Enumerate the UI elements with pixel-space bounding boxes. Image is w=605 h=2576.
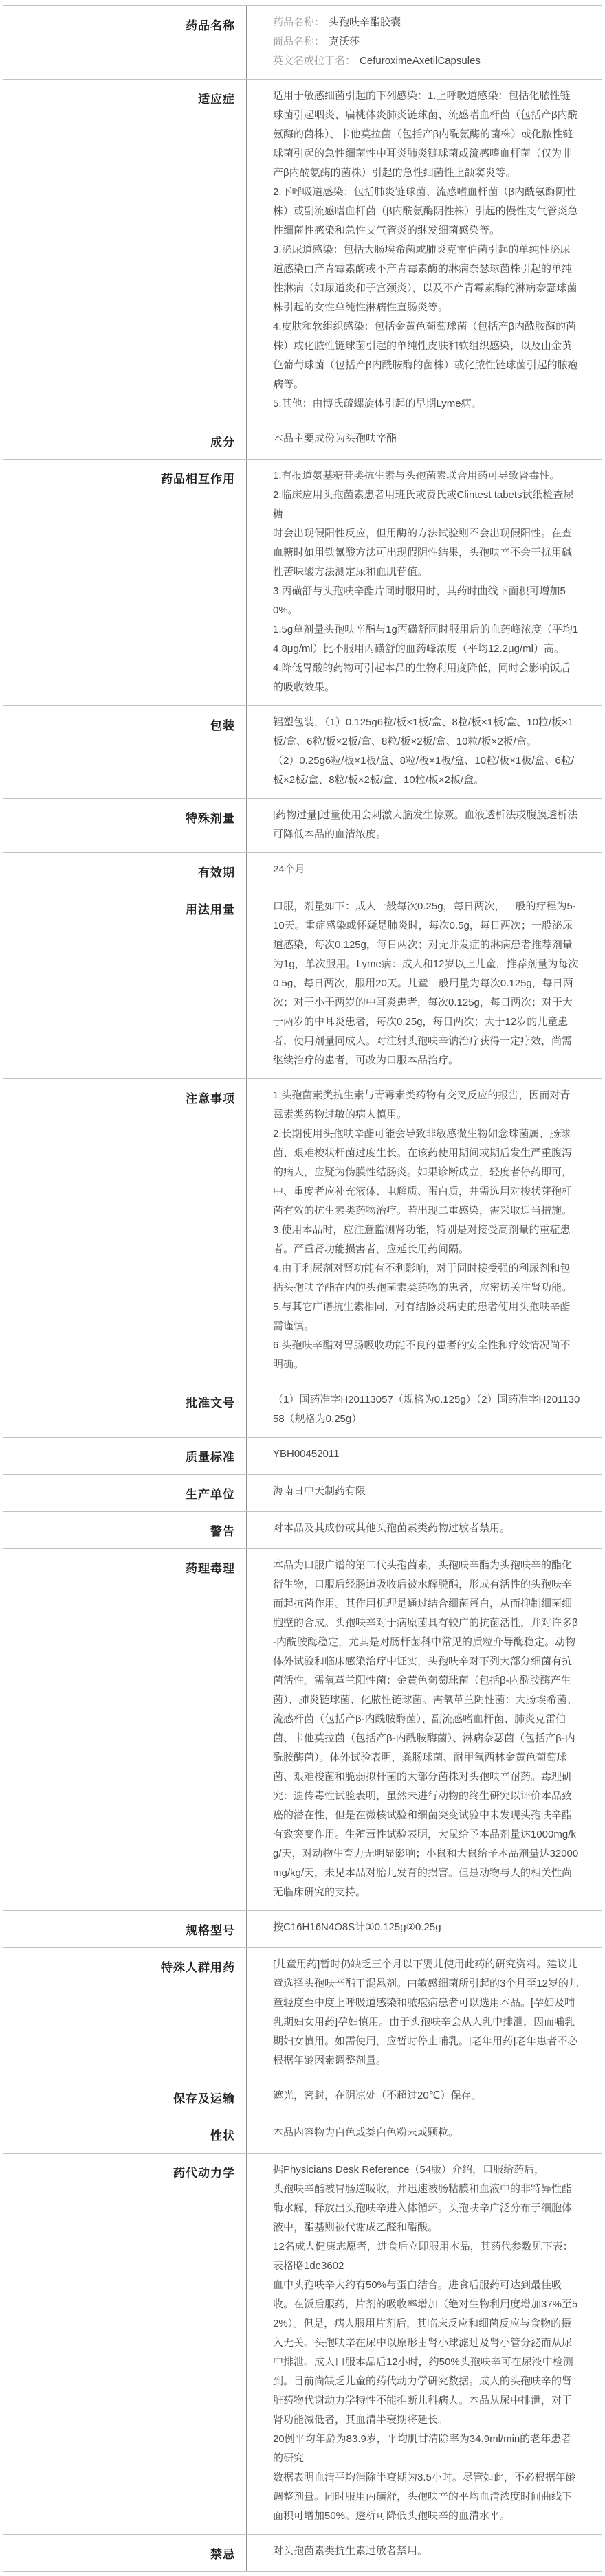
row-label: 生产单位 [186, 1488, 235, 1501]
row-paragraph: 2.临床应用头孢菌素患者用班氏或费氏或Clintest tabets试纸检查尿糖 [273, 489, 574, 520]
row-paragraph: 2.长期使用头孢呋辛酯可能会导致非敏感微生物如念珠菌属、肠球菌、艰难梭状杆菌过度生长。在该药使用期间或期后发生严重腹泻的病人，应疑为伪膜性结肠炎。如果诊断成立，轻度者停药即可，中、重度者应补充液体、电解质、蛋白质，并需选用对梭状芽孢杆菌有效的抗生素类药物治疗。若出现二重感染，需采取适当措施。 [273, 1128, 573, 1217]
row-paragraph: [药物过量]过量使用会刺激大脑发生惊厥。血液透析法或腹膜透析法可降低本品的血清浓度。 [273, 809, 578, 840]
row-paragraph: 本品主要成份为头孢呋辛酯 [273, 433, 397, 444]
row-label: 注意事项 [186, 1092, 235, 1105]
table-row [3, 2079, 602, 2116]
row-paragraph: 3.泌尿道感染：包括大肠埃希菌或肺炎克雷伯菌引起的单纯性泌尿道感染由产青霉素酶或不产青霉素酶的淋病奈瑟球菌株引起的单纯性淋病（如尿道炎和子宫颈炎），以及不产青霉素酶的淋病奈瑟球菌株引起的女性单纯性淋病性直肠炎等。 [273, 244, 578, 313]
row-content [246, 799, 602, 852]
table-row [3, 2153, 602, 2534]
table-row [3, 890, 602, 1078]
field-label: 英文名或拉丁名： [273, 55, 356, 67]
row-paragraph: 本品内容物为白色或类白色粉末或颗粒。 [273, 2127, 459, 2138]
row-paragraph: 4.由于利尿剂对肾功能有不利影响，对于同时接受强的利尿剂和包括头孢呋辛酯在内的头孢菌素类药物的患者，应密切关注肾功能。 [273, 1263, 573, 1293]
row-paragraph: 铝塑包装，（1）0.125g6粒/板×1板/盒、8粒/板×1板/盒、10粒/板×1板/盒、6粒/板×2板/盒、8粒/板×2板/盒、10粒/板×2板/盒。 [273, 716, 574, 747]
row-content [246, 1512, 602, 1548]
row-paragraph: （1）国药准字H20113057（规格为0.125g）（2）国药准字H20113058（规格为0.25g） [273, 1394, 580, 1425]
row-content [246, 890, 602, 1078]
row-label: 规格型号 [186, 1924, 235, 1937]
row-paragraph: 1.头孢菌素类抗生素与青霉素类药物有交叉反应的报告，因而对青霉素类药物过敏的病人慎用。 [273, 1089, 571, 1120]
row-label: 特殊剂量 [186, 812, 235, 825]
row-paragraph: 5.其他：由博氏疏螺旋体引起的早期Lyme病。 [273, 398, 482, 409]
row-label: 药理毒理 [186, 1562, 235, 1575]
table-row [3, 6, 602, 79]
row-paragraph: 5.与其它广谱抗生素相同，对有结肠炎病史的患者使用头孢呋辛酯需谨慎。 [273, 1301, 571, 1332]
row-label: 性状 [210, 2129, 235, 2143]
table-row [3, 1078, 602, 1383]
row-content [246, 853, 602, 890]
row-label: 批准文号 [186, 1397, 235, 1410]
table-row [3, 1910, 602, 1947]
row-paragraph: 24个月 [273, 863, 305, 875]
table-row [3, 1511, 602, 1548]
table-row [3, 798, 602, 852]
row-paragraph: 时会出现假阳性反应，但用酶的方法试验则不会出现假阳性。在查血糖时如用铁氰酸方法可出现假阴性结果，头孢呋辛不会干扰用碱性苦味酸方法测定尿和血肌苷值。 [273, 528, 573, 578]
table-row [3, 1548, 602, 1910]
row-content [246, 706, 602, 798]
row-content [246, 1383, 602, 1437]
row-content [246, 2079, 602, 2116]
table-row [3, 2116, 602, 2153]
field-label: 药品名称： [273, 16, 325, 28]
row-paragraph: 3.丙磺舒与头孢呋辛酯片同时服用时，其药时曲线下面积可增加50%。 [273, 585, 566, 616]
row-paragraph: 据Physicians Desk Reference（54版）介绍，口服给药后， [273, 2164, 545, 2176]
table-row [3, 422, 602, 459]
row-paragraph: 3.使用本品时，应注意监测肾功能，特别是对接受高剂量的重症患者。严重肾功能损害者，应延长用药间隔。 [273, 1224, 571, 1255]
row-paragraph: 海南日中天制药有限 [273, 1485, 366, 1497]
row-label: 成分 [210, 436, 235, 449]
row-paragraph: 对本品及其成份或其他头孢菌素类药物过敏者禁用。 [273, 1522, 511, 1534]
row-label: 用法用量 [186, 903, 235, 916]
field-value: CefuroximeAxetilCapsules [360, 55, 481, 67]
row-label: 包装 [210, 719, 235, 732]
field-label: 商品名称： [273, 36, 325, 47]
row-content [246, 6, 602, 79]
table-row [3, 2534, 602, 2571]
row-paragraph: 遮光，密封，在阴凉处（不超过20℃）保存。 [273, 2090, 482, 2101]
row-label: 警告 [210, 1525, 235, 1538]
row-paragraph: 1.5g单剂量头孢呋辛酯与1g丙磺舒同时服用后的血药峰浓度（平均14.8μg/ml）比不服用丙磺舒的血药峰浓度（平均12.2μg/ml）高。 [273, 624, 579, 655]
table-row [3, 705, 602, 798]
row-content [246, 422, 602, 459]
row-label: 保存及运输 [173, 2092, 235, 2105]
table-row [3, 1947, 602, 2079]
field-value: 头孢呋辛酯胶囊 [329, 16, 402, 28]
row-content [246, 2116, 602, 2153]
row-label: 特殊人群用药 [161, 1961, 235, 1974]
row-paragraph: 2.下呼吸道感染：包括肺炎链球菌、流感嗜血杆菌（β内酰氨酶阴性株）或副流感嗜血杆菌（β内酰氨酶阴性株）引起的慢性支气管炎急性细菌性感染和急性支气管炎的继发细菌感染等。 [273, 186, 578, 236]
table-row [3, 79, 602, 422]
row-label: 质量标准 [186, 1451, 235, 1464]
row-label: 药代动力学 [173, 2167, 235, 2180]
row-paragraph: 口服，剂量如下：成人一般每次0.25g，每日两次，一般的疗程为5-10天。重症感染或怀疑是肺炎时，每次0.5g，每日两次；一般泌尿道感染，每次0.125g，每日两次；对无并发症的淋病患者推荐剂量为1g，单次服用。Lyme病：成人和12岁以上儿童，推荐剂量为每次0.5g，每日两次，服用20天。儿童一般用量为每次0.125g，每日两次；对于小于两岁的中耳炎患者，每次0.125g，每日两次；对于大于两岁的中耳炎患者，每次0.25g，每日两次；大于12岁的儿童患者，使用剂量同成人。对注射头孢呋辛钠治疗获得一定疗效，尚需继续治疗的患者，可改为口服本品治疗。 [273, 901, 579, 1066]
row-paragraph: 头孢呋辛酯被胃肠道吸收，并迅速被肠粘膜和血液中的非特异性酯酶水解，释放出头孢呋辛进入体循环。头孢呋辛广泛分布于细胞体液中，酯基则被代谢成乙醛和醋酸。 [273, 2183, 573, 2233]
row-paragraph: 20例平均年龄为83.9岁，平均肌甘清除率为34.9ml/min的老年患者的研究 [273, 2433, 572, 2464]
row-paragraph: 血中头孢呋辛大约有50%与蛋白结合。进食后服药可达到最佳吸收。在饭后服药，片剂的吸收率增加（绝对生物利用度增加37%至52%）。但是，病人服用片剂后，其临床反应和细菌反应与食物的摄入无关。头孢呋辛在尿中以原形由肾小球滤过及肾小管分泌而从尿中排泄。成人口服本品后12小时，约50%头孢呋辛可在尿液中检测到。目前尚缺乏儿童的药代动力学研究数据。成人的头孢呋辛的肾脏药物代谢动力学特性不能推断儿科病人。本品从尿中排泄，对于肾功能减低者，其血清半衰期将延长。 [273, 2279, 578, 2426]
table-row [3, 1383, 602, 1437]
table-row [3, 1474, 602, 1511]
drug-info-table [3, 5, 602, 2572]
row-label: 有效期 [198, 866, 235, 879]
field-line [273, 13, 580, 32]
row-paragraph: 适用于敏感细菌引起的下列感染：1.上呼吸道感染：包括化脓性链球菌引起咽炎、扁桃体炎肺炎链球菌、流感嗜血杆菌（包括产β内酰氨酶的菌株）、卡他莫拉菌（包括产β内酰氨酶的菌株）或化脓性链球菌引起的急性细菌性中耳炎肺炎链球菌或流感嗜血杆菌（仅为非产β内酰氨酶的菌株）引起的急性细菌性上颌窦炎等。 [273, 90, 578, 179]
row-content [246, 2154, 602, 2534]
row-paragraph: [儿童用药]暂时仍缺乏三个月以下婴儿使用此药的研究资料。建议儿童选择头孢呋辛酯干混悬剂。由敏感细菌所引起的3个月至12岁的儿童轻度至中度上呼吸道感染和脓疱病患者可以选用本品。[孕妇及哺乳期妇女用药]孕妇慎用。由于头孢呋辛会从人乳中排泄，因而哺乳期妇女慎用。如需使用，应暂时停止哺乳。[老年用药]老年患者不必根据年龄因素调整剂量。 [273, 1958, 580, 2066]
row-content [246, 1549, 602, 1910]
table-row [3, 1437, 602, 1474]
row-label: 药品相互作用 [161, 473, 235, 486]
row-content [246, 1438, 602, 1474]
row-content [246, 1948, 602, 2079]
field-value: 克沃莎 [329, 36, 360, 47]
table-row [3, 852, 602, 890]
row-paragraph: 本品为口服广谱的第二代头孢菌素，头孢呋辛酯为头孢呋辛的酯化衍生物，口服后经肠道吸收后被水解脱酯，形成有活性的头孢呋辛而起抗菌作用。其作用机理是通过结合细菌蛋白，从而抑制细菌细胞壁的合成。头孢呋辛对于病原菌具有较广的抗菌活性，并对许多β-内酰胺酶稳定，尤其是对肠杆菌科中常见的质粒介导酶稳定。动物体外试验和临床感染治疗中证实，头孢呋辛对下列大部分细菌有抗菌活性。需氧革兰阳性菌：金黄色葡萄球菌（包括β-内酰胺酶产生菌）、肺炎链球菌、化脓性链球菌。需氧革兰阴性菌：大肠埃希菌、流感杆菌（包括产β-内酰胺酶菌）、副流感嗜血杆菌、肺炎克雷伯菌、卡他莫拉菌（包括产β-内酰胺酶菌）、淋病奈瑟菌（包括产β-内酰胺酶菌）。体外试验表明，粪肠球菌、耐甲氧西林金黄色葡萄球菌、艰难梭菌和脆弱拟杆菌的大部分菌株对头孢呋辛耐药。毒理研究：遗传毒性试验表明，虽然未进行动物的终生研究以评价本品致癌的潜在性，但是在微核试验和细菌突变试验中未发现头孢呋辛酯有致突变作用。生殖毒性试验表明，大鼠给予本品剂量达1000mg/kg/天，对动物生育力无明显影响；小鼠和大鼠给予本品剂量达32000mg/kg/天，未见本品对胎儿发育的损害。但是动物与人的相关性尚无临床研究的支持。 [273, 1559, 579, 1898]
row-paragraph: 6.头孢呋辛酯对胃肠吸收功能不良的患者的安全性和疗效情况尚不明确。 [273, 1340, 571, 1370]
row-paragraph: 1.有报道氨基糖苷类抗生素与头孢菌素联合用药可导致肾毒性。 [273, 470, 560, 482]
row-label: 禁忌 [210, 2548, 235, 2561]
row-content [246, 460, 602, 705]
row-paragraph: 对头孢菌素类抗生素过敏者禁用。 [273, 2545, 428, 2557]
row-paragraph: 12名成人健康志愿者，进食后立即服用本品，其药代参数见下表：表格略1de3602 [273, 2241, 573, 2272]
row-paragraph: 按C16H16N4O8S计①0.125g②0.25g [273, 1921, 441, 1933]
field-line [273, 32, 580, 52]
row-content [246, 1911, 602, 1947]
table-row [3, 459, 602, 705]
row-paragraph: 4.皮肤和软组织感染：包括金黄色葡萄球菌（包括产β内酰胺酶的菌株）或化脓性链球菌引起的单纯性皮肤和软组织感染，以及由金黄色葡萄球菌（包括产β内酰胺酶的菌株）或化脓性链球菌引起的脓疱病等。 [273, 321, 578, 390]
row-paragraph: YBH00452011 [273, 1448, 340, 1460]
row-label: 适应症 [198, 93, 235, 106]
row-content [246, 2535, 602, 2571]
row-paragraph: 4.降低胃酸的药物可引起本品的生物利用度降低，同时会影响饭后的吸收效果。 [273, 662, 571, 693]
row-label: 药品名称 [186, 19, 235, 32]
row-content [246, 1475, 602, 1511]
row-content [246, 80, 602, 422]
row-content [246, 1079, 602, 1383]
row-paragraph: （2）0.25g6粒/板×1板/盒、8粒/板×1板/盒、10粒/板×1板/盒、6粒/板×2板/盒、8粒/板×2板/盒、10粒/板×2板/盒。 [273, 755, 575, 786]
field-line [273, 52, 580, 71]
row-paragraph: 数据表明血清平均消除半衰期为3.5小时。尽管如此，不必根据年龄调整剂量。同时服用丙磺舒，头孢呋辛的平均血清浓度时间曲线下面积可增加50%。透析可降低头孢呋辛的血清水平。 [273, 2472, 576, 2522]
